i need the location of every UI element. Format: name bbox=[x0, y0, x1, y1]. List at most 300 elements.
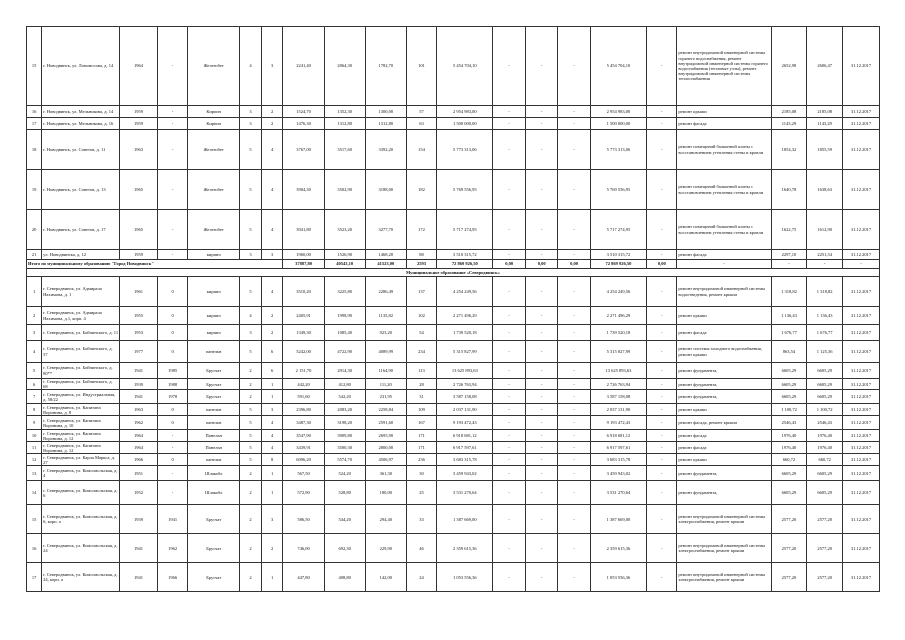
table-row bbox=[27, 277, 880, 307]
cell-total: 3 459 943,02 bbox=[437, 466, 493, 481]
cell-mat: Брусчат bbox=[188, 390, 240, 404]
cell-other: - bbox=[647, 106, 677, 118]
cell-n: 12 bbox=[27, 454, 42, 466]
cell-people: 30 bbox=[406, 466, 436, 481]
cell-price2: 1976,40 bbox=[807, 430, 843, 442]
cell-f3: - bbox=[558, 390, 590, 404]
cell-works: ремонт фундамента, bbox=[677, 379, 771, 390]
cell-f2: - bbox=[525, 307, 557, 325]
cell-n: 4 bbox=[27, 341, 42, 363]
cell-entr: 8 bbox=[261, 454, 283, 466]
cell-other: - bbox=[647, 307, 677, 325]
cell-year: 1962 bbox=[120, 416, 158, 430]
cell-total: 1 500 000,00 bbox=[437, 118, 493, 130]
cell-entr: 1 bbox=[261, 379, 283, 390]
cell-n: 1 bbox=[27, 277, 42, 307]
cell-year2: 0 bbox=[157, 416, 187, 430]
cell-works_sum: 2 271 496,29 bbox=[590, 307, 646, 325]
cell-a3: 1312,80 bbox=[365, 118, 406, 130]
cell-year: 1959 bbox=[120, 106, 158, 118]
cell-year: 1977 bbox=[120, 341, 158, 363]
cell-f2: - bbox=[525, 505, 557, 534]
cell-year2: 0 bbox=[157, 454, 187, 466]
cell-deadline: 31.12.2017 bbox=[843, 118, 880, 130]
cell-f1: - bbox=[493, 210, 525, 250]
cell-mat: панельн bbox=[188, 454, 240, 466]
cell-price1: 1976,40 bbox=[771, 430, 807, 442]
cell-other: - bbox=[647, 325, 677, 341]
cell-n: 5 bbox=[27, 363, 42, 379]
cell-f1: - bbox=[493, 106, 525, 118]
cell-year2: - bbox=[157, 430, 187, 442]
cell-works_sum: 2 954 983,00 bbox=[590, 106, 646, 118]
cell-total: 5 717 274,95 bbox=[437, 210, 493, 250]
cell-people: 172 bbox=[406, 210, 436, 250]
cell-other: - bbox=[647, 454, 677, 466]
cell-price1: 2546,43 bbox=[771, 416, 807, 430]
cell-f2: - bbox=[525, 210, 557, 250]
cell-a1: 3767,00 bbox=[283, 130, 324, 170]
cell-year: 1939 bbox=[120, 505, 158, 534]
cell-year: 1951 bbox=[120, 466, 158, 481]
cell-a3: 2695,90 bbox=[365, 430, 406, 442]
cell-people: 236 bbox=[406, 454, 436, 466]
cell-floors: 2 bbox=[240, 379, 262, 390]
cell-year2: - bbox=[157, 442, 187, 454]
cell-floors: 5 bbox=[240, 210, 262, 250]
cell-year: 1952 bbox=[120, 481, 158, 505]
table-row bbox=[27, 481, 880, 505]
cell-works: ремонт крыши bbox=[677, 404, 771, 416]
cell-f1: - bbox=[493, 363, 525, 379]
cell-f3: - bbox=[558, 325, 590, 341]
cell-people: 171 bbox=[406, 430, 436, 442]
cell-people: 113 bbox=[406, 363, 436, 379]
cell-works: ремонт фасада bbox=[677, 118, 771, 130]
cell-deadline: 31.12.2017 bbox=[843, 390, 880, 404]
cell-total: 3 510 315,72 bbox=[437, 250, 493, 260]
cell-total: 2 954 983,00 bbox=[437, 106, 493, 118]
cell-works_sum: 3 510 315,72 bbox=[590, 250, 646, 260]
cell-f1: - bbox=[493, 118, 525, 130]
cell-mat: Брусчат bbox=[188, 534, 240, 563]
cell-other: - bbox=[647, 563, 677, 592]
cell-addr: г. Новодвинск, ул. Мельникова, д. 14 bbox=[42, 106, 120, 118]
total-works: - bbox=[677, 260, 771, 269]
cell-a1: 1349,30 bbox=[283, 325, 324, 341]
cell-year: 1941 bbox=[120, 563, 158, 592]
cell-year: 1939 bbox=[120, 379, 158, 390]
cell-year2: 1978 bbox=[157, 390, 187, 404]
cell-f2: - bbox=[525, 454, 557, 466]
cell-mat: Брусчат bbox=[188, 563, 240, 592]
cell-a1: 3487,30 bbox=[283, 416, 324, 430]
total-works_sum: 72 869 926,50 bbox=[590, 260, 646, 269]
cell-addr: г. Северодвинск, ул. Бойчинского, д. 11 bbox=[42, 325, 120, 341]
cell-year2: 0 bbox=[157, 341, 187, 363]
cell-deadline: 31.12.2017 bbox=[843, 563, 880, 592]
cell-entr: 1 bbox=[261, 466, 283, 481]
cell-a2: 2064,30 bbox=[324, 27, 365, 106]
cell-price2: 6605,29 bbox=[807, 390, 843, 404]
cell-price2: 1 318,82 bbox=[807, 277, 843, 307]
cell-f1: - bbox=[493, 307, 525, 325]
cell-a3: 1468,20 bbox=[365, 250, 406, 260]
cell-people: 63 bbox=[406, 118, 436, 130]
cell-other: - bbox=[647, 250, 677, 260]
cell-f3: - bbox=[558, 170, 590, 210]
cell-works_sum: 2 726 763,94 bbox=[590, 379, 646, 390]
cell-works_sum: 5 773 313,06 bbox=[590, 130, 646, 170]
cell-entr: 3 bbox=[261, 404, 283, 416]
cell-deadline: 31.12.2017 bbox=[843, 416, 880, 430]
cell-a1: 586,50 bbox=[283, 505, 324, 534]
cell-year2: 1941 bbox=[157, 505, 187, 534]
cell-n: 13 bbox=[27, 466, 42, 481]
cell-addr: г. Северодвинск, ул. Бойчинского, д. 68 bbox=[42, 379, 120, 390]
cell-year: 1961 bbox=[120, 277, 158, 307]
cell-other: - bbox=[647, 170, 677, 210]
cell-floors: 5 bbox=[240, 130, 262, 170]
table-row bbox=[27, 416, 880, 430]
cell-year: 1965 bbox=[120, 170, 158, 210]
cell-a1: 3510,20 bbox=[283, 277, 324, 307]
cell-entr: 4 bbox=[261, 130, 283, 170]
cell-year2: 0 bbox=[157, 404, 187, 416]
cell-floors: 2 bbox=[240, 466, 262, 481]
cell-total: 5 773 313,06 bbox=[437, 130, 493, 170]
cell-floors: 3 bbox=[240, 118, 262, 130]
cell-price1: 2577,20 bbox=[771, 505, 807, 534]
cell-a1: 5242,00 bbox=[283, 341, 324, 363]
cell-works: ремонт крыши bbox=[677, 106, 771, 118]
cell-a3: 2800,00 bbox=[365, 442, 406, 454]
cell-f2: - bbox=[525, 416, 557, 430]
cell-price1: 1 136,43 bbox=[771, 307, 807, 325]
cell-f2: - bbox=[525, 466, 557, 481]
cell-addr: г. Северодвинск, ул. Капитана Воронина, д. 8 bbox=[42, 404, 120, 416]
total-other: 0,00 bbox=[647, 260, 677, 269]
cell-floors: 5 bbox=[240, 430, 262, 442]
cell-a2: 2914,30 bbox=[324, 363, 365, 379]
cell-total: 2 726 763,94 bbox=[437, 379, 493, 390]
cell-n: 9 bbox=[27, 416, 42, 430]
cell-year2: - bbox=[157, 466, 187, 481]
cell-price2: 2577,20 bbox=[807, 534, 843, 563]
cell-f2: - bbox=[525, 563, 557, 592]
cell-year: 1959 bbox=[120, 250, 158, 260]
cell-a3: 4506,97 bbox=[365, 454, 406, 466]
cell-a3: 2258,84 bbox=[365, 404, 406, 416]
cell-addr: г. Новодвинск, ул. Мельникова, д. 16 bbox=[42, 118, 120, 130]
cell-works_sum: 3 587 158,08 bbox=[590, 390, 646, 404]
cell-addr: г. Северодвинск, ул. Комсомольская, д. 6, корп. а bbox=[42, 505, 120, 534]
cell-price2: 2251,54 bbox=[807, 250, 843, 260]
cell-total: 3 531 270,64 bbox=[437, 481, 493, 505]
cell-entr: 3 bbox=[261, 250, 283, 260]
cell-entr: 4 bbox=[261, 277, 283, 307]
cell-a2: 542,20 bbox=[324, 390, 365, 404]
cell-deadline: 31.12.2017 bbox=[843, 210, 880, 250]
cell-entr: 2 bbox=[261, 106, 283, 118]
cell-n: 8 bbox=[27, 404, 42, 416]
cell-addr: г. Северодвинск, ул. Адмирала Нахимова, д.1, корп. 4 bbox=[42, 307, 120, 325]
cell-works_sum: 13 625 893,63 bbox=[590, 363, 646, 379]
cell-n: 14 bbox=[27, 481, 42, 505]
cell-year: 1964 bbox=[120, 430, 158, 442]
cell-total: 6 918 681,12 bbox=[437, 430, 493, 442]
cell-a1: 3439,91 bbox=[283, 442, 324, 454]
cell-people: 234 bbox=[406, 341, 436, 363]
cell-a1: 3547,90 bbox=[283, 430, 324, 442]
cell-people: 28 bbox=[406, 379, 436, 390]
cell-year: 1965 bbox=[120, 210, 158, 250]
cell-entr: 1 bbox=[261, 481, 283, 505]
cell-floors: 5 bbox=[240, 170, 262, 210]
table-row bbox=[27, 250, 880, 260]
cell-a2: 5574,70 bbox=[324, 454, 365, 466]
cell-people: 31 bbox=[406, 390, 436, 404]
cell-people: 154 bbox=[406, 130, 436, 170]
cell-a2: 4722,90 bbox=[324, 341, 365, 363]
cell-mat: Панельн bbox=[188, 442, 240, 454]
cell-other: - bbox=[647, 534, 677, 563]
cell-entr: 2 bbox=[261, 118, 283, 130]
cell-n: 20 bbox=[27, 210, 42, 250]
cell-a3: 2286,49 bbox=[365, 277, 406, 307]
cell-f1: - bbox=[493, 170, 525, 210]
cell-f1: - bbox=[493, 442, 525, 454]
cell-year: 1964 bbox=[120, 27, 158, 106]
cell-price2: 2185,08 bbox=[807, 106, 843, 118]
cell-people: 171 bbox=[406, 442, 436, 454]
cell-mat: Брусчат bbox=[188, 505, 240, 534]
cell-n: 11 bbox=[27, 442, 42, 454]
cell-mat: Кирпич bbox=[188, 118, 240, 130]
cell-people: 46 bbox=[406, 534, 436, 563]
cell-other: - bbox=[647, 430, 677, 442]
cell-year2: - bbox=[157, 118, 187, 130]
cell-year: 1959 bbox=[120, 118, 158, 130]
cell-deadline: 31.12.2017 bbox=[843, 379, 880, 390]
cell-mat: Брусчат bbox=[188, 363, 240, 379]
capital-repair-table bbox=[26, 26, 880, 592]
table-row bbox=[27, 210, 880, 250]
cell-other: - bbox=[647, 505, 677, 534]
total-label: Итого по муниципальному образованию "Город Новодвинск" bbox=[27, 260, 283, 269]
cell-price1: 6605,29 bbox=[771, 466, 807, 481]
cell-addr: г. Новодвинск, ул. Советов, д. 17 bbox=[42, 210, 120, 250]
cell-price2: 6605,29 bbox=[807, 481, 843, 505]
cell-floors: 2 bbox=[240, 563, 262, 592]
cell-price1: 1854,32 bbox=[771, 130, 807, 170]
cell-works: ремонт фасада bbox=[677, 430, 771, 442]
cell-a3: 4089,99 bbox=[365, 341, 406, 363]
cell-works_sum: 1 500 000,00 bbox=[590, 118, 646, 130]
cell-mat: Шлакобл bbox=[188, 481, 240, 505]
cell-floors: 5 bbox=[240, 341, 262, 363]
cell-year: 1941 bbox=[120, 363, 158, 379]
cell-mat: Брусчат bbox=[188, 379, 240, 390]
cell-floors: 3 bbox=[240, 106, 262, 118]
cell-mat: Панельн bbox=[188, 430, 240, 442]
total-total: 72 869 926,50 bbox=[437, 260, 493, 269]
cell-floors: 2 bbox=[240, 390, 262, 404]
cell-floors: 3 bbox=[240, 250, 262, 260]
table-row bbox=[27, 341, 880, 363]
cell-works: ремонт внутридомовой инженерной системы горячего водоснабжения, ремонт внутридомовой инженерной системы горячего водоснабжения (тепловые узлы), ремонт внутридомовой инженерной системы теплоснабжения bbox=[677, 27, 771, 106]
cell-addr: г. Северодвинск, ул. Комсомольская, д. 4 bbox=[42, 466, 120, 481]
cell-works: ремонт помещений балконной плиты с восстановлением утепления стены и кровли bbox=[677, 130, 771, 170]
cell-a3: 180,00 bbox=[365, 481, 406, 505]
cell-f1: - bbox=[493, 534, 525, 563]
cell-works_sum: 4 254 249,56 bbox=[590, 277, 646, 307]
cell-n: 18 bbox=[27, 130, 42, 170]
cell-price1: 2577,20 bbox=[771, 534, 807, 563]
cell-f1: - bbox=[493, 481, 525, 505]
cell-total: 1 053 556,36 bbox=[437, 563, 493, 592]
cell-f3: - bbox=[558, 466, 590, 481]
table-row bbox=[27, 325, 880, 341]
cell-a3: 3277,70 bbox=[365, 210, 406, 250]
cell-a3: 294,40 bbox=[365, 505, 406, 534]
cell-n: 15 bbox=[27, 27, 42, 106]
cell-a1: 591,60 bbox=[283, 390, 324, 404]
cell-works_sum: 5 769 556,95 bbox=[590, 170, 646, 210]
cell-f3: - bbox=[558, 430, 590, 442]
cell-mat: Кирпич bbox=[188, 106, 240, 118]
cell-entr: 6 bbox=[261, 363, 283, 379]
cell-f1: - bbox=[493, 341, 525, 363]
cell-price2: 1 100,72 bbox=[807, 404, 843, 416]
cell-people: 167 bbox=[406, 416, 436, 430]
cell-a2: 1526,90 bbox=[324, 250, 365, 260]
cell-n: 17 bbox=[27, 118, 42, 130]
cell-year: 1966 bbox=[120, 454, 158, 466]
cell-f1: - bbox=[493, 454, 525, 466]
cell-year2: 1966 bbox=[157, 563, 187, 592]
cell-a2: 3500,30 bbox=[324, 442, 365, 454]
cell-mat: Железобет bbox=[188, 170, 240, 210]
cell-mat: Железобет bbox=[188, 27, 240, 106]
cell-works: ремонт внутридомовой инженерной системы водоотведения, ремонт крыши bbox=[677, 277, 771, 307]
cell-other: - bbox=[647, 481, 677, 505]
cell-people: 137 bbox=[406, 277, 436, 307]
cell-deadline: 31.12.2017 bbox=[843, 325, 880, 341]
cell-f2: - bbox=[525, 250, 557, 260]
cell-a2: 3225,80 bbox=[324, 277, 365, 307]
cell-f2: - bbox=[525, 106, 557, 118]
table-row bbox=[27, 534, 880, 563]
cell-a1: 447,80 bbox=[283, 563, 324, 592]
cell-f2: - bbox=[525, 27, 557, 106]
cell-price2: 1855,59 bbox=[807, 130, 843, 170]
cell-price2: 1976,40 bbox=[807, 442, 843, 454]
cell-total: 9 193 472,43 bbox=[437, 416, 493, 430]
total-a3: 41523,00 bbox=[365, 260, 406, 269]
cell-a1: 567,50 bbox=[283, 466, 324, 481]
cell-other: - bbox=[647, 379, 677, 390]
cell-deadline: 31.12.2017 bbox=[843, 27, 880, 106]
cell-n: 6 bbox=[27, 379, 42, 390]
cell-price2: 1 136,43 bbox=[807, 307, 843, 325]
cell-floors: 5 bbox=[240, 416, 262, 430]
cell-price2: 2546,43 bbox=[807, 416, 843, 430]
cell-a2: 524,20 bbox=[324, 466, 365, 481]
cell-a1: 3904,30 bbox=[283, 170, 324, 210]
cell-a3: 1135,82 bbox=[365, 307, 406, 325]
cell-addr: ул. Новодвинска, д. 12 bbox=[42, 250, 120, 260]
cell-f3: - bbox=[558, 379, 590, 390]
total-a1: 37887,80 bbox=[283, 260, 324, 269]
cell-price1: 6605,29 bbox=[771, 390, 807, 404]
cell-a3: 361,30 bbox=[365, 466, 406, 481]
cell-f1: - bbox=[493, 505, 525, 534]
cell-a3: 142,00 bbox=[365, 563, 406, 592]
cell-works: ремонт фасада, ремонт крыши bbox=[677, 416, 771, 430]
cell-a1: 572,90 bbox=[283, 481, 324, 505]
cell-other: - bbox=[647, 442, 677, 454]
cell-price1: 6605,29 bbox=[771, 481, 807, 505]
cell-price1: 1 100,72 bbox=[771, 404, 807, 416]
cell-price2: 1 676,77 bbox=[807, 325, 843, 341]
cell-deadline: 31.12.2017 bbox=[843, 307, 880, 325]
cell-a1: 1960,00 bbox=[283, 250, 324, 260]
cell-price1: 1622,75 bbox=[771, 210, 807, 250]
cell-addr: г. Новодвинск, ул. Советов, д. 13 bbox=[42, 170, 120, 210]
cell-f1: - bbox=[493, 325, 525, 341]
cell-year2: 0 bbox=[157, 307, 187, 325]
cell-a2: 3198,20 bbox=[324, 416, 365, 430]
cell-year2: 0 bbox=[157, 325, 187, 341]
table-row bbox=[27, 404, 880, 416]
cell-a3: 111,20 bbox=[365, 379, 406, 390]
cell-deadline: 31.12.2017 bbox=[843, 466, 880, 481]
total-price1: - bbox=[771, 260, 807, 269]
total-f3: 0,00 bbox=[558, 260, 590, 269]
cell-floors: 2 bbox=[240, 534, 262, 563]
cell-people: 25 bbox=[406, 481, 436, 505]
cell-addr: г. Северодвинск, ул. Адмирала Нахимова, д. 1 bbox=[42, 277, 120, 307]
cell-other: - bbox=[647, 390, 677, 404]
cell-works_sum: 5 717 274,95 bbox=[590, 210, 646, 250]
cell-total: 2 037 131,90 bbox=[437, 404, 493, 416]
cell-n: 10 bbox=[27, 430, 42, 442]
cell-f3: - bbox=[558, 250, 590, 260]
cell-f2: - bbox=[525, 277, 557, 307]
cell-a3: 2591,60 bbox=[365, 416, 406, 430]
cell-year2: 0 bbox=[157, 277, 187, 307]
cell-a1: 6096,20 bbox=[283, 454, 324, 466]
cell-people: 182 bbox=[406, 170, 436, 210]
cell-total: 4 254 249,56 bbox=[437, 277, 493, 307]
cell-other: - bbox=[647, 416, 677, 430]
cell-price2: 1612,90 bbox=[807, 210, 843, 250]
cell-other: - bbox=[647, 27, 677, 106]
cell-price1: 1143,29 bbox=[771, 118, 807, 130]
cell-price2: 2577,20 bbox=[807, 505, 843, 534]
table-row bbox=[27, 170, 880, 210]
cell-mat: панельн bbox=[188, 404, 240, 416]
cell-n: 19 bbox=[27, 170, 42, 210]
cell-addr: г. Северодвинск, ул. Комсомольская, д. 24 bbox=[42, 534, 120, 563]
cell-works_sum: 5 315 827,99 bbox=[590, 341, 646, 363]
cell-a2: 2083,20 bbox=[324, 404, 365, 416]
cell-mat: кирпич bbox=[188, 250, 240, 260]
cell-f1: - bbox=[493, 404, 525, 416]
cell-addr: г. Северодвинск, ул. Бойчинского, д. 80** bbox=[42, 363, 120, 379]
cell-year2: - bbox=[157, 210, 187, 250]
